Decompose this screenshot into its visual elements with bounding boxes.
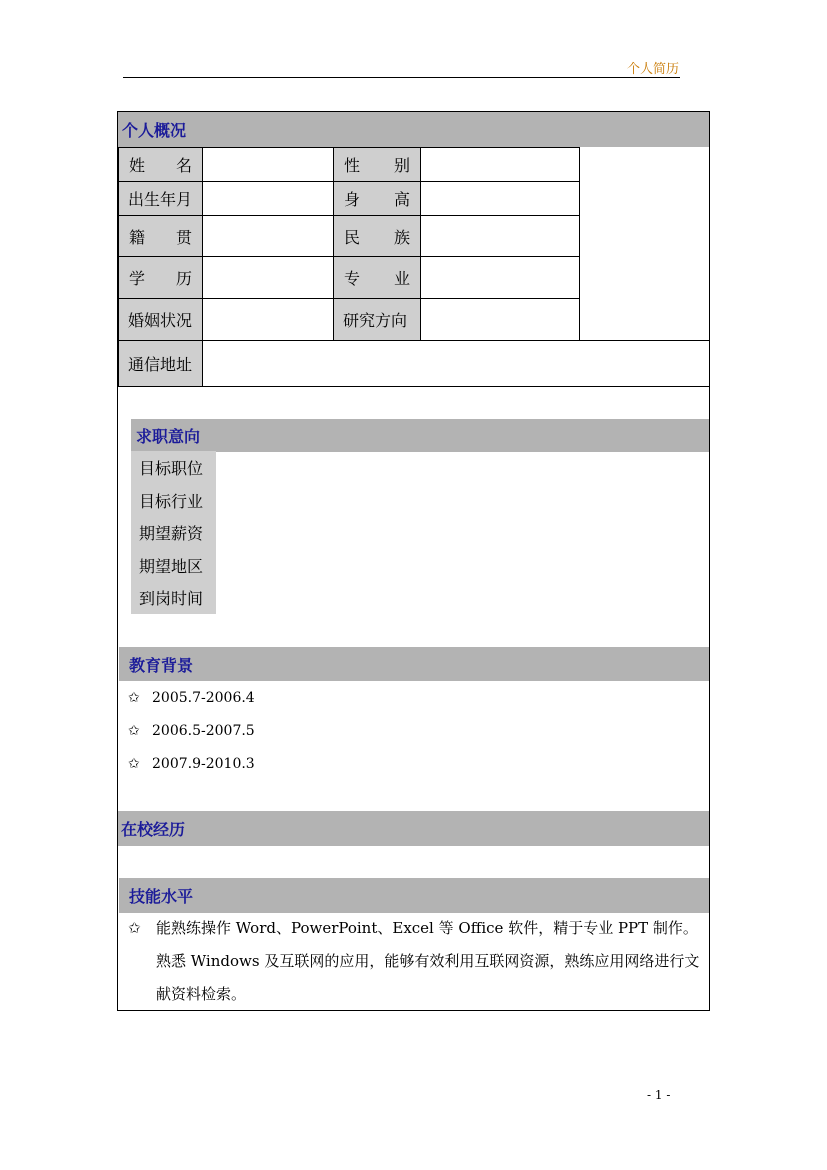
section-title-education: 教育背景 xyxy=(129,655,194,675)
field-education[interactable] xyxy=(202,256,334,299)
label-height-char1: 身 xyxy=(344,190,361,209)
label-origin-char1: 籍 xyxy=(129,227,146,247)
job-item-salary: 期望薪资 xyxy=(139,524,204,543)
label-education xyxy=(118,256,203,299)
label-major xyxy=(333,256,421,299)
star-bullet-icon: ✩ xyxy=(128,723,140,739)
section-header-skills xyxy=(119,878,709,913)
label-education-char1: 学 xyxy=(129,269,146,288)
field-origin[interactable] xyxy=(202,215,334,257)
field-height[interactable] xyxy=(420,181,580,216)
section-title-overview: 个人概况 xyxy=(122,121,187,140)
label-major-char2: 业 xyxy=(393,269,410,288)
star-bullet-icon: ✩ xyxy=(128,919,141,937)
field-research[interactable] xyxy=(420,298,580,341)
education-item xyxy=(128,690,255,706)
label-address xyxy=(118,340,203,387)
education-period: 2006.5-2007.5 xyxy=(152,723,255,739)
label-ethnicity xyxy=(333,215,421,257)
job-item-start-time: 到岗时间 xyxy=(139,589,204,608)
section-header-education xyxy=(119,647,709,681)
field-major[interactable] xyxy=(420,256,580,299)
label-gender-char1: 性 xyxy=(344,156,361,175)
education-item xyxy=(128,723,255,739)
label-name-char2: 名 xyxy=(175,156,192,175)
field-ethnicity[interactable] xyxy=(420,215,580,257)
star-bullet-icon: ✩ xyxy=(128,756,140,772)
job-item-industry: 目标行业 xyxy=(139,492,204,511)
education-period: 2005.7-2006.4 xyxy=(152,690,255,706)
label-gender-char2: 别 xyxy=(393,156,410,175)
education-item xyxy=(128,756,255,772)
label-name xyxy=(118,147,203,182)
page-number: - 1 - xyxy=(647,1088,671,1102)
section-title-campus: 在校经历 xyxy=(121,820,186,839)
field-marital[interactable] xyxy=(202,298,334,341)
photo-area[interactable] xyxy=(579,147,709,341)
label-ethnicity-char1: 民 xyxy=(344,227,361,247)
label-birth xyxy=(118,181,203,216)
page-header-title: 个人简历 xyxy=(627,62,680,77)
field-gender[interactable] xyxy=(420,147,580,182)
section-title-skills: 技能水平 xyxy=(129,887,194,906)
label-marital xyxy=(118,298,203,341)
job-item-region: 期望地区 xyxy=(139,557,204,576)
label-birth-text: 出生年月 xyxy=(128,190,193,209)
label-origin xyxy=(118,215,203,257)
label-marital-text: 婚姻状况 xyxy=(128,311,193,330)
section-header-job xyxy=(131,419,709,452)
section-header-overview xyxy=(118,112,709,147)
label-gender xyxy=(333,147,421,182)
label-education-char2: 历 xyxy=(175,269,192,288)
section-title-job: 求职意向 xyxy=(136,427,201,446)
label-research-text: 研究方向 xyxy=(343,311,408,330)
job-item-position: 目标职位 xyxy=(139,459,204,478)
field-name[interactable] xyxy=(202,147,334,182)
label-origin-char2: 贯 xyxy=(175,227,192,247)
label-height xyxy=(333,181,421,216)
label-major-char1: 专 xyxy=(344,269,361,288)
label-address-text: 通信地址 xyxy=(128,355,193,374)
label-name-char1: 姓 xyxy=(129,156,146,175)
star-bullet-icon: ✩ xyxy=(128,690,140,706)
section-header-campus xyxy=(118,811,709,846)
skills-text: 能熟练操作 Word、PowerPoint、Excel 等 Office 软件，精于专业 PPT 制作。熟悉 Windows 及互联网的应用，能够有效利用互联网资源，熟练应用网络进行文献资料检索。 xyxy=(156,919,700,1003)
field-address[interactable] xyxy=(202,340,710,387)
field-birth[interactable] xyxy=(202,181,334,216)
label-ethnicity-char2: 族 xyxy=(393,227,410,247)
education-period: 2007.9-2010.3 xyxy=(152,756,255,772)
label-height-char2: 高 xyxy=(393,190,410,209)
label-research xyxy=(333,298,421,341)
header-divider xyxy=(123,77,680,78)
